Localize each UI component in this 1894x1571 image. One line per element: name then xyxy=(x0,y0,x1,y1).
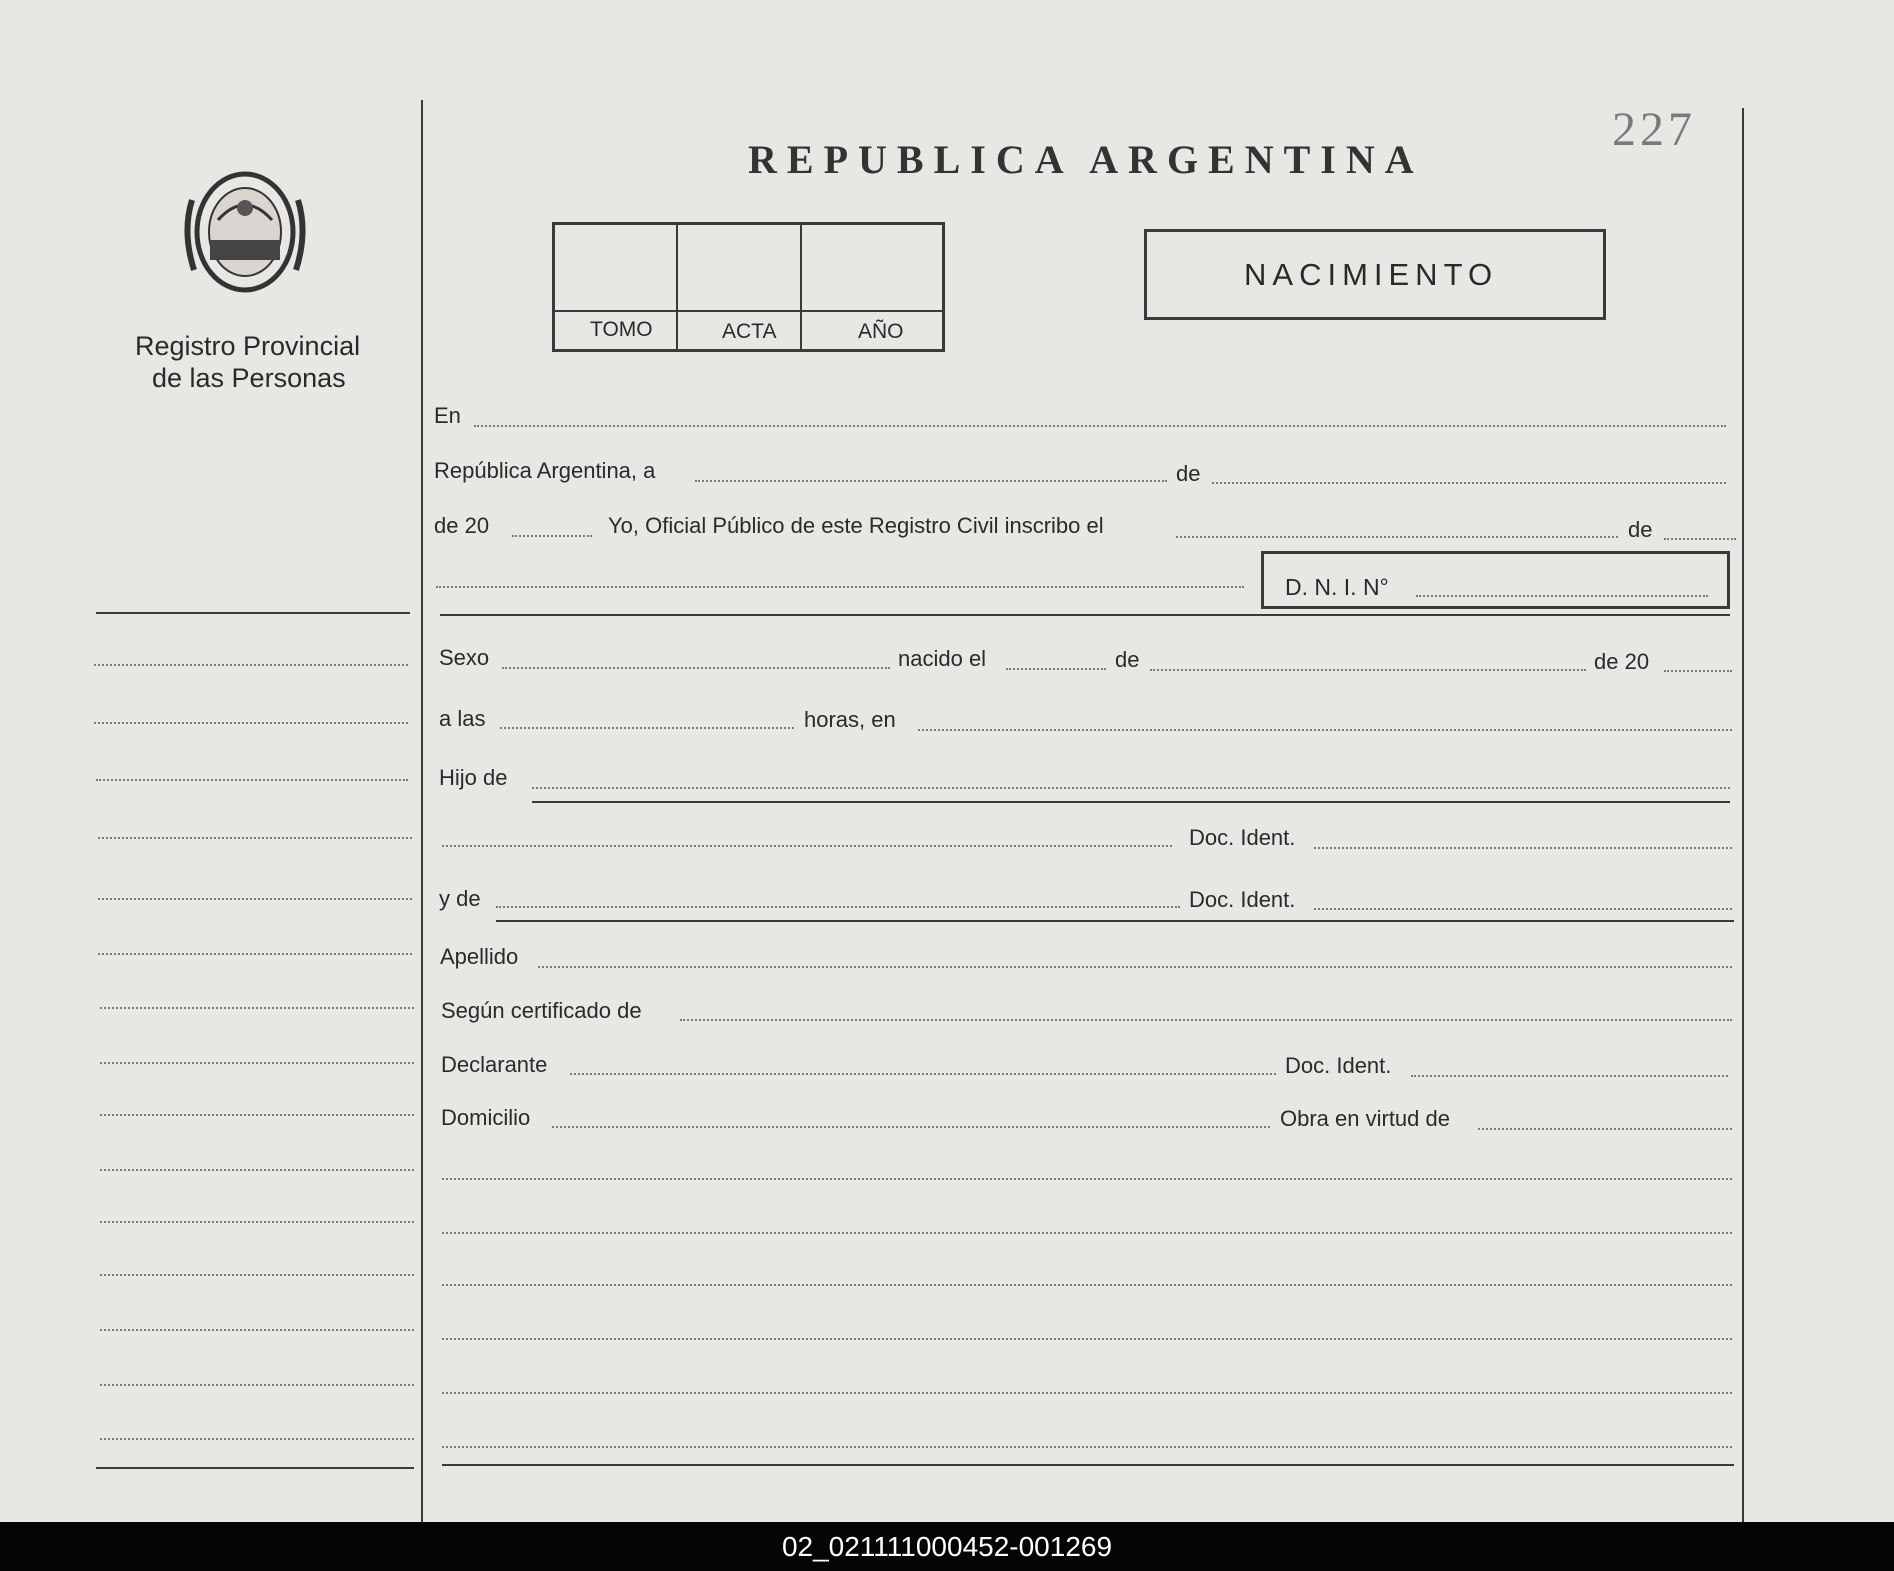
registry-name-line1: Registro Provincial xyxy=(135,331,361,361)
section-divider xyxy=(440,614,1730,616)
section-divider xyxy=(496,920,1734,922)
republica-label: República Argentina, a xyxy=(434,458,656,483)
inscribed-field[interactable] xyxy=(1176,536,1618,538)
margin-line[interactable] xyxy=(98,898,412,900)
margin-line[interactable] xyxy=(100,1329,414,1331)
declarante-field[interactable] xyxy=(570,1073,1276,1075)
notes-line[interactable] xyxy=(442,1178,1732,1180)
margin-line[interactable] xyxy=(100,1221,414,1223)
declarante-doc-field[interactable] xyxy=(1411,1075,1728,1077)
tomo-field[interactable] xyxy=(555,225,675,309)
yde-label: y de xyxy=(439,886,481,911)
page-number: 227 xyxy=(1612,103,1696,156)
notes-line[interactable] xyxy=(442,1284,1732,1286)
nacido-label: nacido el xyxy=(898,646,987,671)
alas-label: a las xyxy=(439,706,486,731)
father-name-field[interactable] xyxy=(442,845,1172,847)
margin-line[interactable] xyxy=(100,1062,414,1064)
record-type-label: NACIMIENTO xyxy=(1244,257,1499,292)
de-label: de xyxy=(1176,461,1201,486)
horas-label: horas, en xyxy=(804,707,896,732)
section-divider xyxy=(96,612,410,614)
de-label: de xyxy=(1115,647,1140,672)
section-divider xyxy=(532,801,1730,803)
day-field[interactable] xyxy=(695,480,1167,482)
segun-label: Según certificado de xyxy=(441,998,642,1023)
margin-line[interactable] xyxy=(100,1114,414,1116)
margin-line[interactable] xyxy=(100,1169,414,1171)
frame-right-line xyxy=(1742,108,1744,1522)
de-label: de xyxy=(1628,517,1653,542)
margin-line[interactable] xyxy=(94,664,408,666)
apellido-label: Apellido xyxy=(440,944,519,969)
year-field[interactable] xyxy=(512,535,592,537)
birth-year-field[interactable] xyxy=(1664,670,1732,672)
margin-line[interactable] xyxy=(98,837,412,839)
obra-label: Obra en virtud de xyxy=(1280,1106,1450,1131)
apellido-field[interactable] xyxy=(538,966,1732,968)
margin-line[interactable] xyxy=(98,953,412,955)
margin-line[interactable] xyxy=(96,779,408,781)
dni-label: D. N. I. N° xyxy=(1285,574,1389,600)
name-field[interactable] xyxy=(436,586,1244,588)
domicilio-label: Domicilio xyxy=(441,1105,531,1130)
inscribed-month-field[interactable] xyxy=(1664,538,1736,540)
margin-line[interactable] xyxy=(100,1384,414,1386)
page-title: REPUBLICA ARGENTINA xyxy=(748,137,1424,182)
en-field[interactable] xyxy=(474,425,1726,427)
father-field[interactable] xyxy=(532,787,1730,789)
margin-line[interactable] xyxy=(100,1274,414,1276)
mother-doc-field[interactable] xyxy=(1314,908,1732,910)
registry-name-line2: de las Personas xyxy=(152,363,346,393)
docident-label: Doc. Ident. xyxy=(1189,825,1296,850)
docident-label: Doc. Ident. xyxy=(1285,1053,1392,1078)
registry-table-divider xyxy=(800,224,802,350)
obra-field[interactable] xyxy=(1478,1128,1732,1130)
month-field[interactable] xyxy=(1212,482,1726,484)
anio-label: AÑO xyxy=(858,320,904,343)
birth-place-field[interactable] xyxy=(918,729,1732,731)
de20-label: de 20 xyxy=(434,513,490,538)
margin-line[interactable] xyxy=(94,722,408,724)
notes-line[interactable] xyxy=(442,1446,1732,1448)
registry-table-divider xyxy=(554,310,943,312)
anio-field[interactable] xyxy=(803,225,942,309)
margin-bottom-divider xyxy=(96,1467,414,1469)
docident-label: Doc. Ident. xyxy=(1189,887,1296,912)
en-label: En xyxy=(434,403,461,428)
bottom-divider xyxy=(442,1464,1734,1466)
de20-label: de 20 xyxy=(1594,649,1650,674)
notes-line[interactable] xyxy=(442,1338,1732,1340)
notes-line[interactable] xyxy=(442,1232,1732,1234)
sexo-field[interactable] xyxy=(502,667,890,669)
frame-left-line xyxy=(421,100,423,1522)
registry-table-divider xyxy=(676,224,678,350)
hijo-label: Hijo de xyxy=(439,765,508,790)
margin-line[interactable] xyxy=(100,1438,414,1440)
mother-field[interactable] xyxy=(496,906,1180,908)
acta-label: ACTA xyxy=(722,320,777,343)
domicilio-field[interactable] xyxy=(552,1126,1270,1128)
birth-day-field[interactable] xyxy=(1006,668,1106,670)
hours-field[interactable] xyxy=(500,727,794,729)
yo-label: Yo, Oficial Público de este Registro Civil inscribo el xyxy=(608,513,1104,538)
acta-field[interactable] xyxy=(679,225,799,309)
margin-line[interactable] xyxy=(100,1007,414,1009)
declarante-label: Declarante xyxy=(441,1052,548,1077)
birth-month-field[interactable] xyxy=(1150,669,1586,671)
dni-field[interactable] xyxy=(1416,595,1708,597)
certificado-field[interactable] xyxy=(680,1019,1732,1021)
father-doc-field[interactable] xyxy=(1314,847,1732,849)
document-id-footer: 02_021111000452-001269 xyxy=(0,1522,1894,1571)
notes-line[interactable] xyxy=(442,1392,1732,1394)
provincial-seal-icon xyxy=(180,160,310,305)
sexo-label: Sexo xyxy=(439,645,490,670)
tomo-label: TOMO xyxy=(590,318,653,341)
